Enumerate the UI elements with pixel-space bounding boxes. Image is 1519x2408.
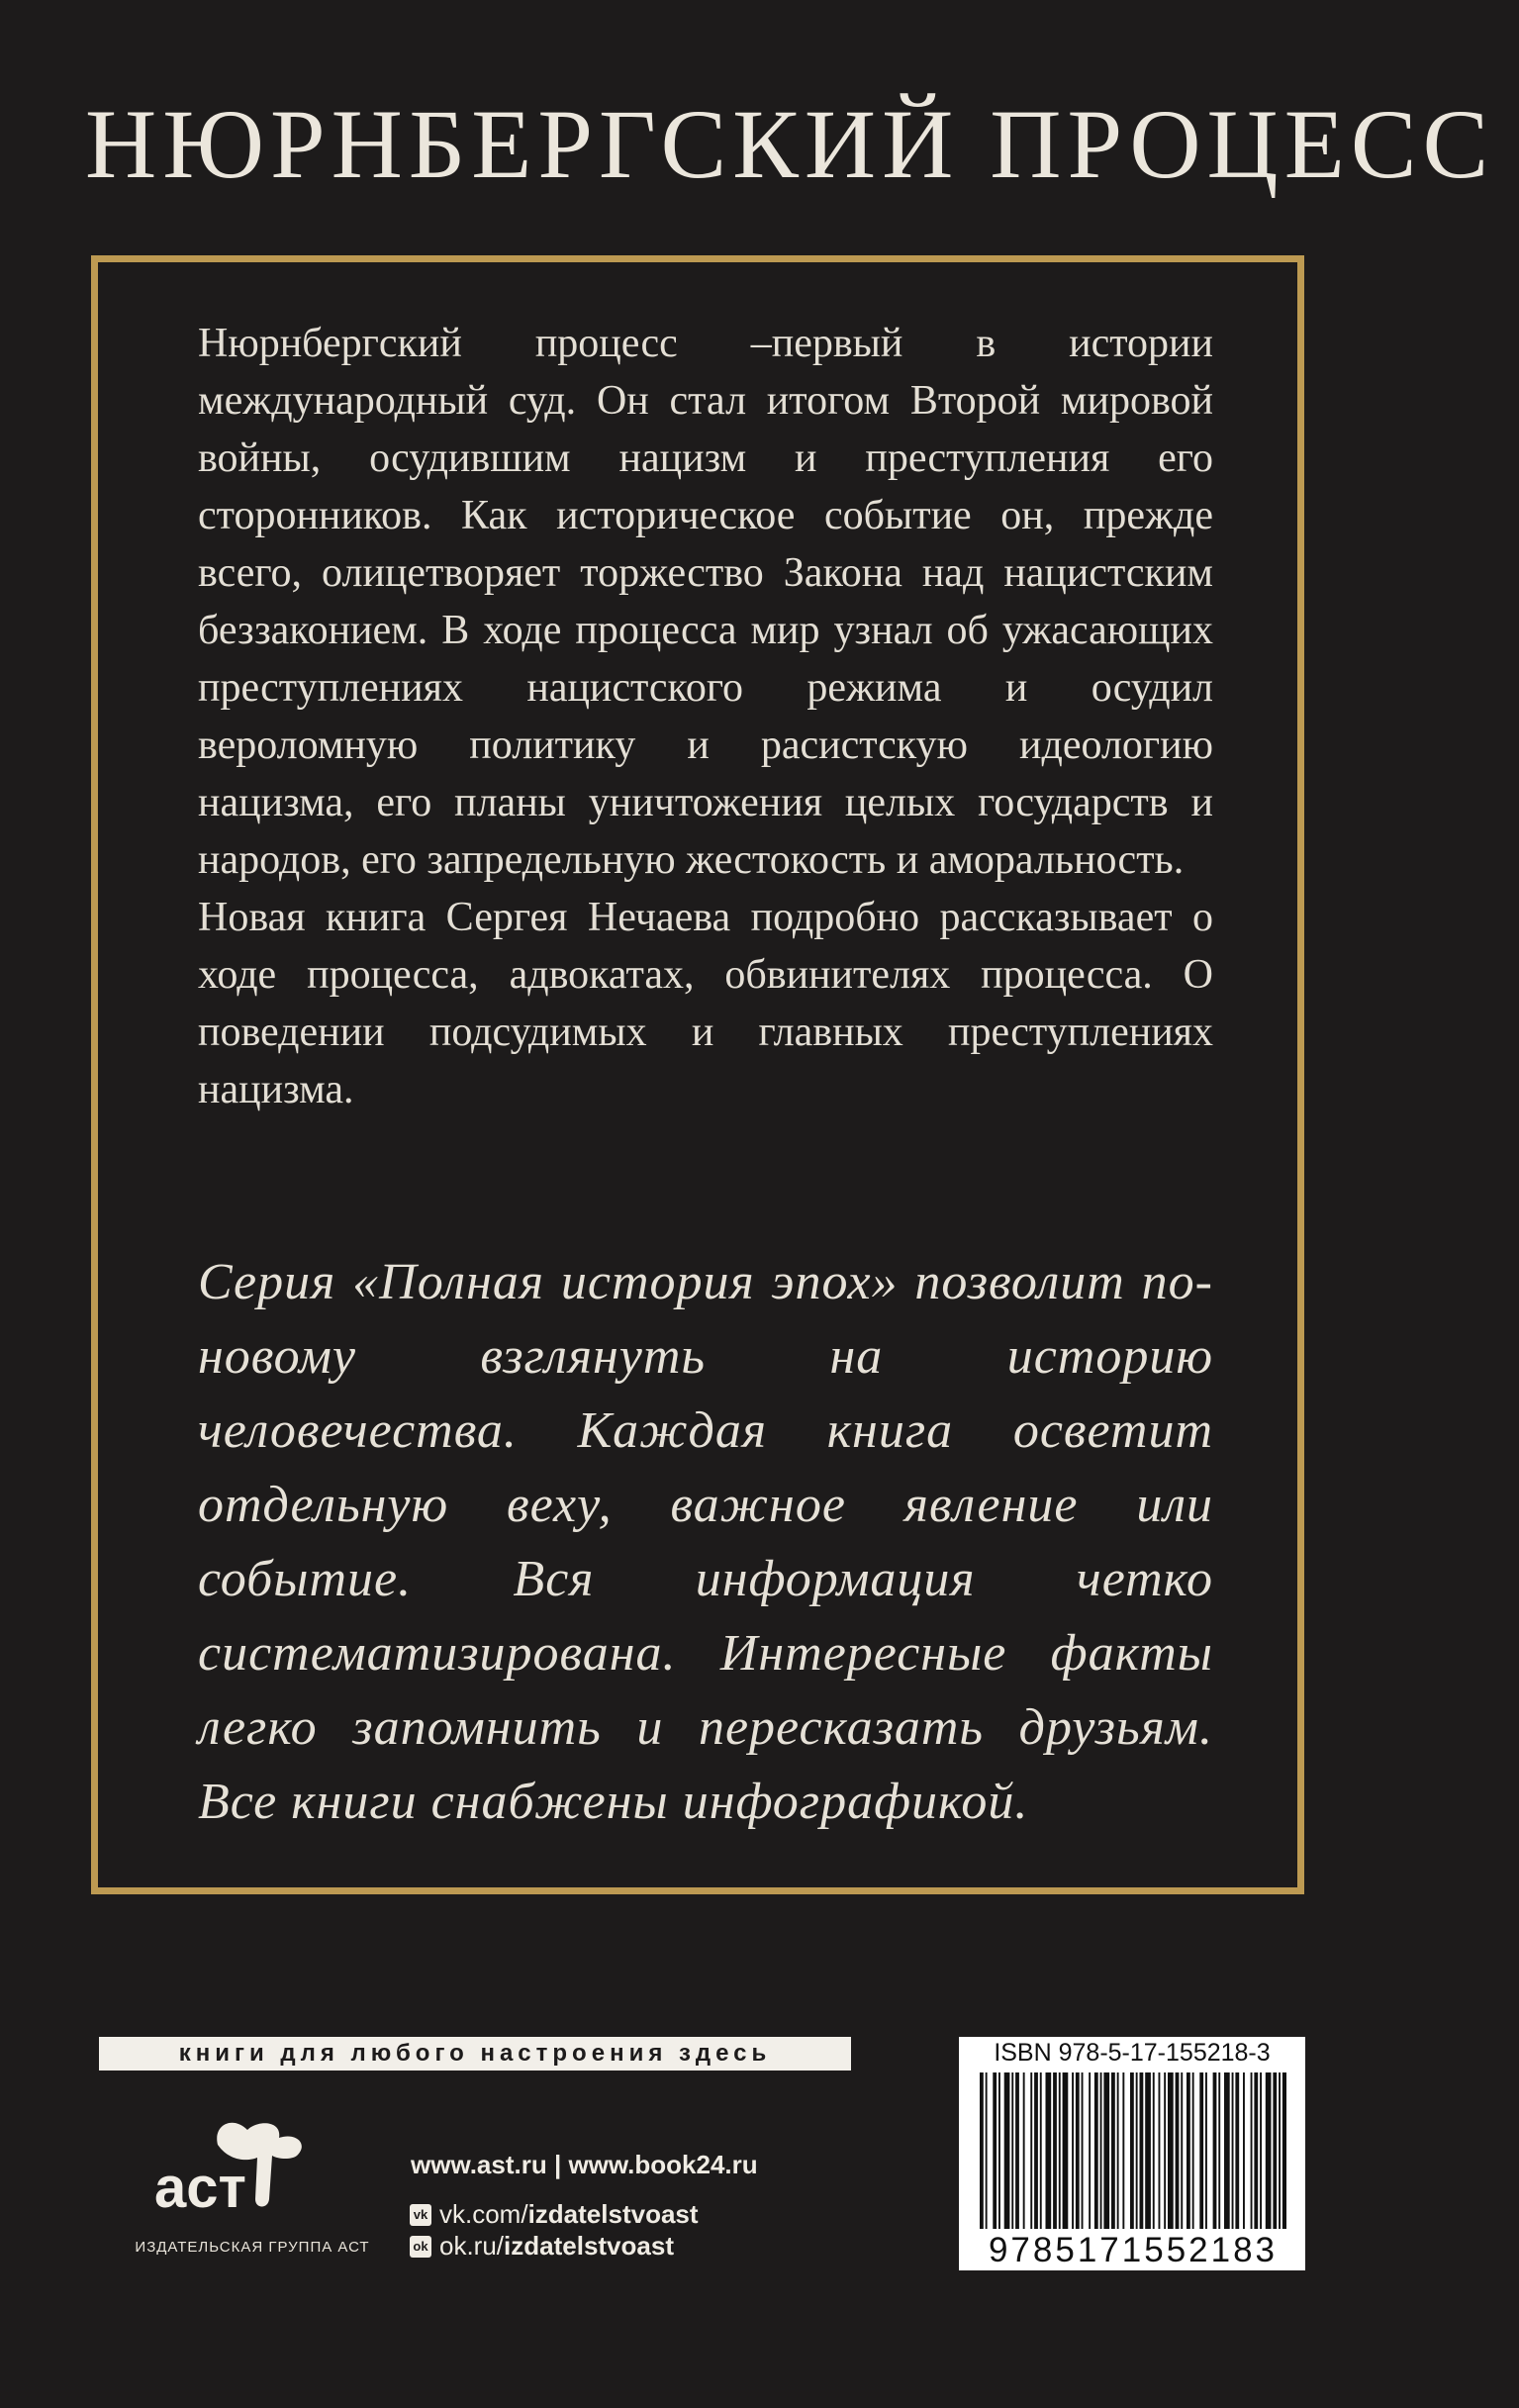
ok-prefix: ok.ru/ <box>439 2231 505 2261</box>
description-paragraph-1: Нюрнбергский процесс –первый в истории международный суд. Он стал итогом Второй мировой войны, осудившим нацизм и преступления его сторонников. Как историческое событие он, прежде всего, олицетворяет торжество Закона над нацистским беззаконием. В ходе процесса мир узнал об ужасающих преступлениях нацистского режима и осудил вероломную политику и расистскую идеологию нацизма, его планы уничтожения целых государств и народов, его запредельную жестокость и аморальность. <box>198 321 1213 883</box>
vk-prefix: vk.com/ <box>439 2199 528 2229</box>
ast-logo-icon <box>148 2090 346 2219</box>
vk-handle: izdatelstvoast <box>527 2199 699 2229</box>
book-title: НЮРНБЕРГСКИЙ ПРОЦЕСС <box>85 89 1495 199</box>
series-description: Серия «Полная история эпох» позволит по-новому взглянуть на историю человечества. Каждая книга осветит отдельную веху, важное явление или событие. Вся информация четко систематизирована. Интересные факты легко запомнить и пересказать друзьям. Все книги снабжены инфографикой. <box>198 1254 1213 1830</box>
description-paragraph-2: Новая книга Сергея Нечаева подробно рассказывает о ходе процесса, адвокатах, обвинителях процесса. О поведении подсудимых и главных преступлениях нацизма. <box>198 895 1213 1112</box>
book-description <box>198 315 1213 1118</box>
slogan-banner: книги для любого настроения здесь <box>99 2037 851 2071</box>
isbn-number: ISBN 978-5-17-155218-3 <box>994 2039 1271 2067</box>
ean-digits: 9785171552183 <box>988 2231 1279 2269</box>
logo-text: аст <box>154 2156 246 2219</box>
ok-icon: ok <box>410 2236 431 2258</box>
website-links[interactable]: www.ast.ru | www.book24.ru <box>411 2150 758 2179</box>
ok-handle: izdatelstvoast <box>504 2231 674 2261</box>
vk-link[interactable] <box>410 2199 699 2230</box>
ok-link[interactable] <box>410 2231 674 2262</box>
publisher-name: ИЗДАТЕЛЬСКАЯ ГРУППА АСТ <box>135 2239 370 2256</box>
barcode-icon <box>980 2072 1286 2231</box>
vk-icon: vk <box>410 2204 431 2226</box>
